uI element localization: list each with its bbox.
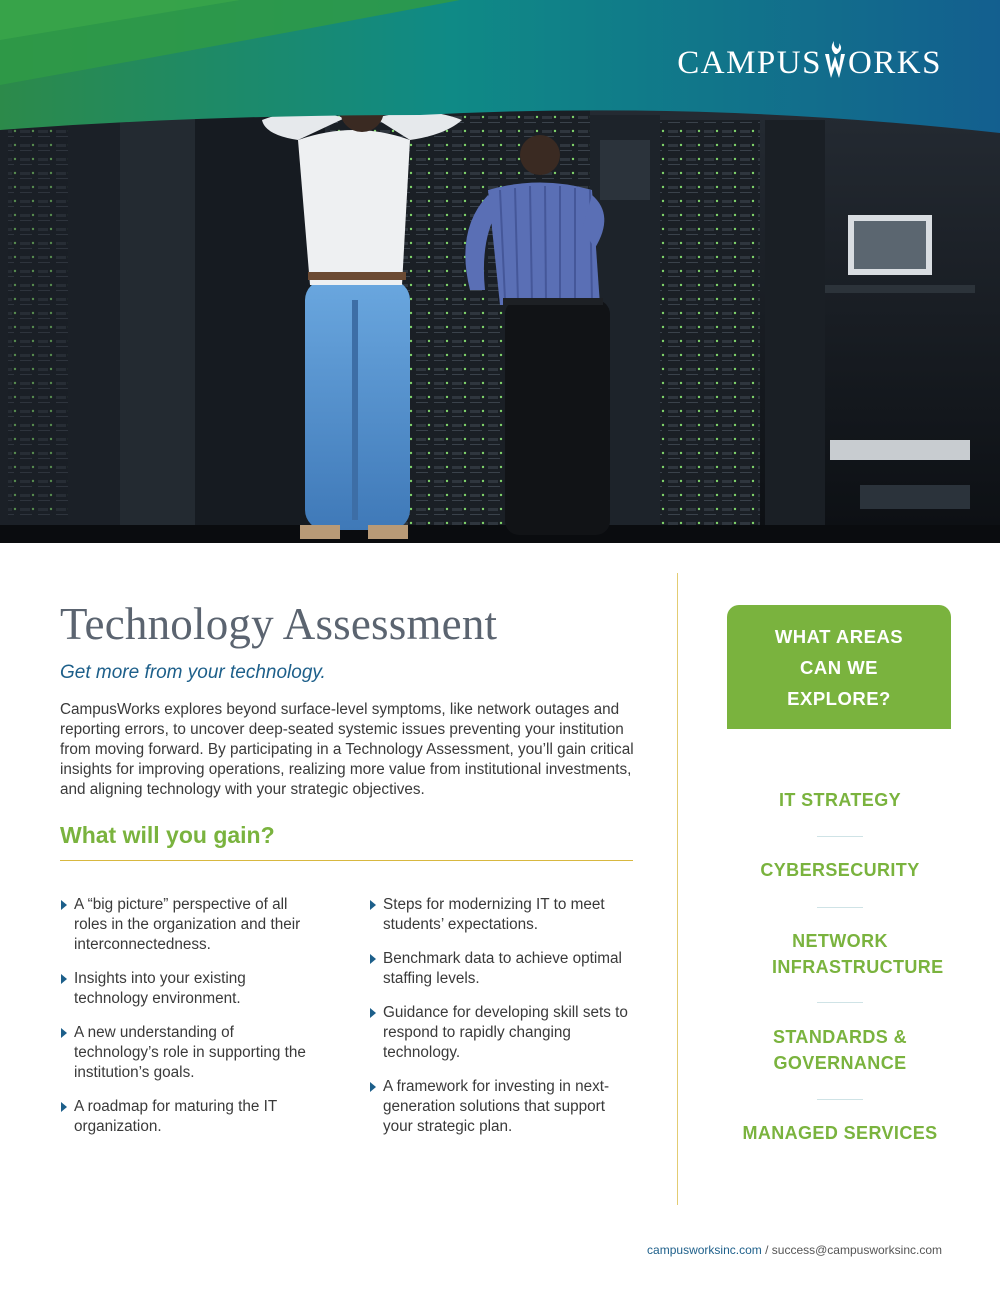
areas-heading-box [727, 605, 951, 729]
logo-text-left: CAMPUS [677, 45, 822, 81]
gain-item [369, 1077, 629, 1137]
area-separator [817, 1099, 863, 1100]
hero-image [0, 0, 1000, 543]
gain-list-right [369, 895, 629, 1151]
footer-contact [647, 1243, 942, 1257]
gain-item-text: Guidance for developing skill sets to respond to rapidly changing technology. [383, 1004, 628, 1061]
area-cybersecurity: CYBERSECURITY [760, 860, 920, 880]
gain-item [369, 949, 629, 989]
area-network-infrastructure: NETWORK INFRASTRUCTURE [772, 931, 944, 977]
logo-text-right: ORKS [847, 45, 942, 81]
gain-item [60, 895, 310, 955]
bullet-arrow-icon [370, 954, 376, 964]
gain-item-text: Steps for modernizing IT to meet students’ expectations. [383, 896, 605, 933]
bullet-arrow-icon [370, 900, 376, 910]
campusworks-logo[interactable] [677, 40, 942, 82]
area-it-strategy: IT STRATEGY [778, 790, 902, 810]
gain-divider [60, 860, 633, 861]
gain-item [369, 895, 629, 935]
gain-item-text: A “big picture” perspective of all roles in the organization and their interconnectedness. [74, 896, 301, 953]
area-managed-services: MANAGED SERVICES [742, 1123, 938, 1143]
areas-heading: WHAT AREAS CAN WE EXPLORE? [774, 625, 904, 709]
gain-item-text: A roadmap for maturing the IT organization. [74, 1098, 277, 1135]
page-title: Technology Assessment [60, 599, 498, 649]
gain-list-left [60, 895, 310, 1151]
area-separator [817, 1002, 863, 1003]
bullet-arrow-icon [370, 1082, 376, 1092]
gain-item [60, 1023, 310, 1083]
bullet-arrow-icon [61, 1028, 67, 1038]
gain-item-text: Insights into your existing technology environment. [74, 970, 246, 1007]
website-link[interactable]: campusworksinc.com [647, 1243, 762, 1257]
column-divider [677, 573, 678, 1205]
email-link[interactable]: success@campusworksinc.com [771, 1243, 942, 1257]
gain-heading: What will you gain? [60, 822, 275, 848]
footer-separator: / [761, 1243, 772, 1257]
bullet-arrow-icon [61, 900, 67, 910]
gain-item [369, 1003, 629, 1063]
bullet-arrow-icon [370, 1008, 376, 1018]
gain-item-text: A new understanding of technology’s role in supporting the institution’s goals. [74, 1024, 306, 1081]
gain-item-text: A framework for investing in next-generation solutions that support your strategic plan. [383, 1078, 610, 1135]
bullet-arrow-icon [61, 1102, 67, 1112]
area-standards-governance: STANDARDS & GOVERNANCE [772, 1027, 908, 1073]
gain-item [60, 969, 310, 1009]
area-separator [817, 836, 863, 837]
area-separator [817, 907, 863, 908]
page-subtitle: Get more from your technology. [60, 662, 326, 683]
intro-paragraph: CampusWorks explores beyond surface-level symptoms, like network outages and reporting errors, to uncover deep-seated systemic issues preventing your institution from moving forward. By participating in a Technology Assessment, you’ll gain critical insights for improving operations, realizing more value from institutional investments, and aligning technology with your strategic objectives. [60, 701, 634, 798]
gain-item [60, 1097, 310, 1137]
bullet-arrow-icon [61, 974, 67, 984]
flame-w-icon [823, 40, 847, 80]
gain-item-text: Benchmark data to achieve optimal staffing levels. [383, 950, 622, 987]
